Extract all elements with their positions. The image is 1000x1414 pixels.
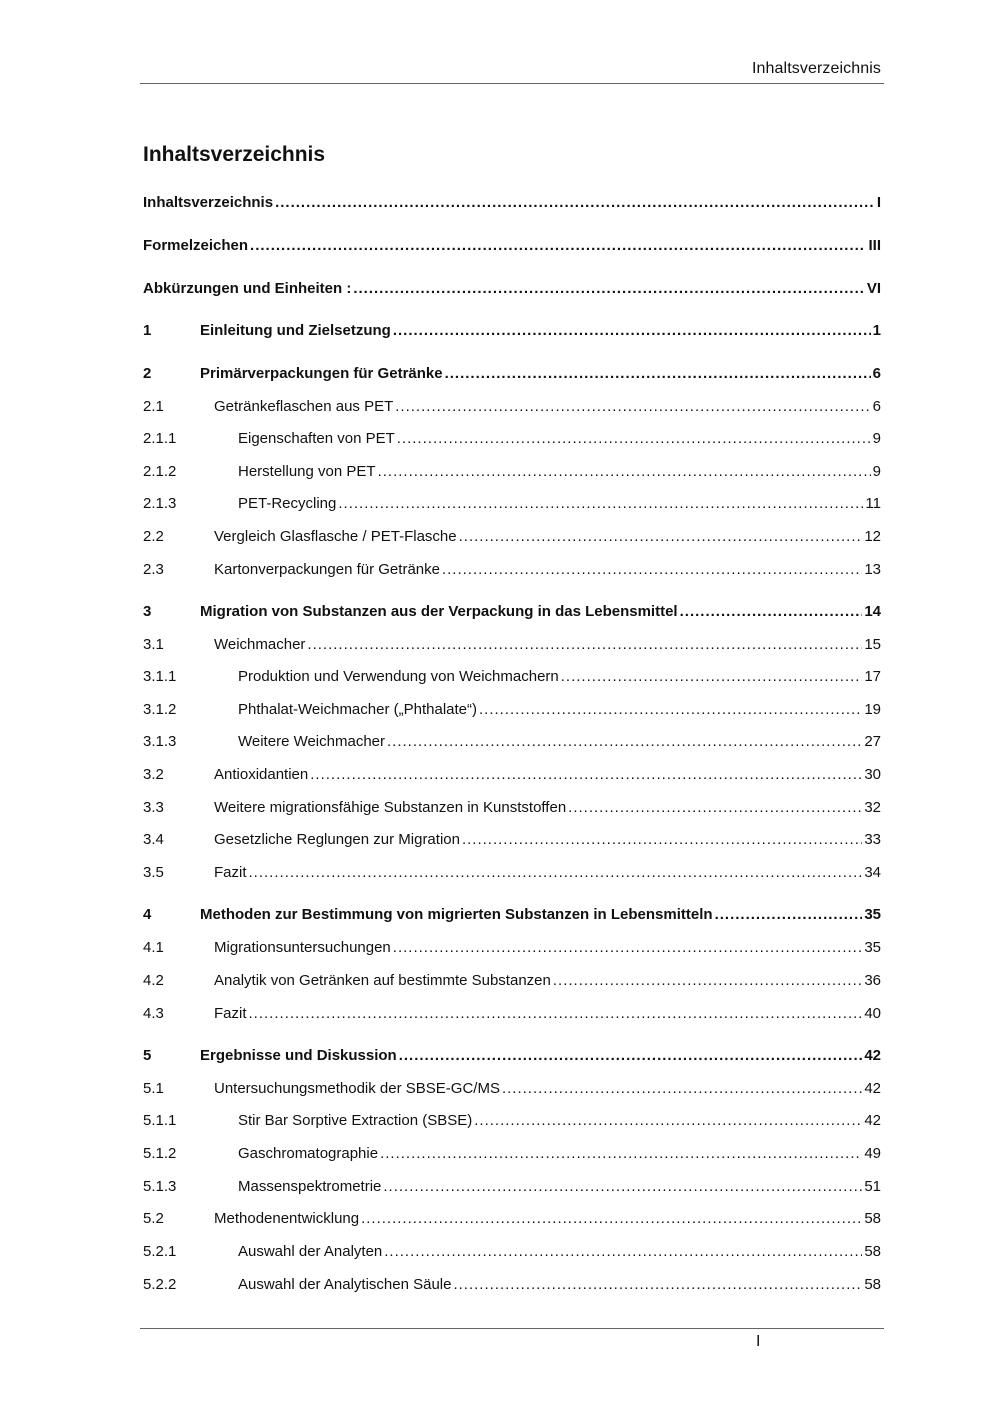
toc-entry-number: 5.2 [143,1210,164,1227]
page-number: I [756,1333,761,1350]
toc-entry-page: 12 [864,528,881,545]
toc-entry[interactable] [143,192,881,214]
toc-entry[interactable] [143,1208,881,1230]
toc-entry-number: 5.1 [143,1080,164,1097]
toc-entry-page: 33 [864,831,881,848]
toc-dot-leader [383,1176,862,1198]
toc-entry[interactable] [143,1003,881,1025]
toc-entry[interactable] [143,634,881,656]
toc-entry-number: 3.1.1 [143,668,177,685]
toc-entry-number: 4.2 [143,972,164,989]
toc-entry[interactable] [143,278,881,300]
toc-entry-page: 19 [864,701,881,718]
toc-dot-leader [249,1003,863,1025]
toc-entry-title: Abkürzungen und Einheiten : [143,280,352,297]
toc-dot-leader [310,764,862,786]
toc-dot-leader [715,904,863,926]
toc-entry-title: Weitere migrationsfähige Substanzen in Kunststoffen [214,799,567,816]
toc-entry[interactable] [143,428,881,450]
toc-entry-title: Phthalat-Weichmacher („Phthalate“) [238,701,477,718]
toc-entry-page: III [868,237,881,254]
toc-entry-page: I [876,194,881,211]
toc-entry-title: Formelzeichen [143,237,249,254]
toc-entry-title: Analytik von Getränken auf bestimmte Substanzen [214,972,551,989]
toc-entry-title: Fazit [214,864,247,881]
toc-entry-page: 30 [864,766,881,783]
toc-dot-leader [249,862,863,884]
toc-dot-leader [553,970,862,992]
toc-entry-number: 3.1.3 [143,733,177,750]
toc-entry-title: Methoden zur Bestimmung von migrierten Substanzen in Lebensmitteln [200,906,713,923]
toc-entry-number: 2.1 [143,398,164,415]
toc-dot-leader [561,666,863,688]
toc-entry-title: Migration von Substanzen aus der Verpackung in das Lebensmittel [200,603,678,620]
toc-entry[interactable] [143,526,881,548]
toc-entry-page: 32 [864,799,881,816]
toc-entry-number: 2.1.1 [143,430,177,447]
toc-entry-title: Weichmacher [214,636,306,653]
toc-entry-number: 4.1 [143,939,164,956]
toc-entry[interactable] [143,764,881,786]
toc-entry-title: Einleitung und Zielsetzung [200,322,391,339]
toc-entry-number: 2.1.2 [143,463,177,480]
toc-dot-leader [353,278,864,300]
toc-entry[interactable] [143,1045,881,1067]
toc-entry-title: Primärverpackungen für Getränke [200,365,443,382]
toc-dot-leader [474,1110,862,1132]
toc-dot-leader [459,526,863,548]
toc-entry[interactable] [143,699,881,721]
toc-entry-title: Getränkeflaschen aus PET [214,398,394,415]
toc-dot-leader [338,493,863,515]
toc-entry-title: Methodenentwicklung [214,1210,360,1227]
toc-entry-title: Gesetzliche Reglungen zur Migration [214,831,460,848]
toc-entry-page: 9 [872,430,881,447]
toc-dot-leader [399,1045,863,1067]
toc-entry-number: 2.3 [143,561,164,578]
toc-dot-leader [393,320,871,342]
toc-entry[interactable] [143,1176,881,1198]
toc-entry-number: 3.5 [143,864,164,881]
toc-entry[interactable] [143,1110,881,1132]
toc-entry-number: 1 [143,322,152,339]
toc-entry-number: 5.1.1 [143,1112,177,1129]
toc-entry-number: 2.1.3 [143,495,177,512]
toc-entry-number: 3 [143,603,152,620]
toc-dot-leader [568,797,862,819]
toc-entry[interactable] [143,601,881,623]
toc-entry-page: 11 [865,495,881,512]
toc-entry-number: 2 [143,365,152,382]
toc-entry-title: Produktion und Verwendung von Weichmachern [238,668,559,685]
toc-entry-number: 2.2 [143,528,164,545]
toc-entry[interactable] [143,1274,881,1296]
toc-entry[interactable] [143,1241,881,1263]
toc-entry-page: 58 [864,1276,881,1293]
toc-entry[interactable] [143,797,881,819]
toc-entry-page: 58 [864,1210,881,1227]
toc-entry-title: Vergleich Glasflasche / PET-Flasche [214,528,457,545]
toc-entry-number: 3.1.2 [143,701,177,718]
toc-entry-page: 6 [872,365,881,382]
toc-entry[interactable] [143,461,881,483]
toc-entry-number: 3.3 [143,799,164,816]
toc-dot-leader [387,731,862,753]
toc-entry-title: Ergebnisse und Diskussion [200,1047,397,1064]
toc-entry-page: 51 [864,1178,881,1195]
toc-entry[interactable] [143,862,881,884]
toc-entry-page: 42 [864,1112,881,1129]
toc-entry-title: Inhaltsverzeichnis [143,194,274,211]
toc-entry-number: 3.4 [143,831,164,848]
toc-dot-leader [462,829,862,851]
toc-entry[interactable] [143,829,881,851]
toc-entry-page: 42 [864,1080,881,1097]
toc-entry-page: 40 [864,1005,881,1022]
toc-entry[interactable] [143,1078,881,1100]
toc-dot-leader [250,235,866,257]
toc-entry-title: Kartonverpackungen für Getränke [214,561,440,578]
toc-entry-number: 5 [143,1047,152,1064]
toc-entry-page: 49 [864,1145,881,1162]
toc-entry[interactable] [143,493,881,515]
toc-entry[interactable] [143,363,881,385]
toc-dot-leader [393,937,863,959]
toc-entry-page: 35 [864,906,881,923]
running-header-title: Inhaltsverzeichnis [752,60,881,77]
toc-entry-page: 1 [872,322,881,339]
toc-entry[interactable] [143,970,881,992]
toc-entry-page: 9 [872,463,881,480]
toc-dot-leader [275,192,875,214]
toc-entry-title: Auswahl der Analytischen Säule [238,1276,452,1293]
toc-entry-title: Fazit [214,1005,247,1022]
toc-entry-page: 35 [864,939,881,956]
toc-entry-page: 14 [864,603,881,620]
toc-entry[interactable] [143,904,881,926]
toc-entry[interactable] [143,235,881,257]
toc-entry[interactable] [143,1143,881,1165]
toc-entry-page: 6 [872,398,881,415]
toc-dot-leader [479,699,862,721]
toc-dot-leader [307,634,862,656]
toc-dot-leader [453,1274,862,1296]
toc-entry-page: 13 [864,561,881,578]
toc-dot-leader [384,1241,862,1263]
toc-entry-page: VI [866,280,881,297]
toc-entry-page: 42 [864,1047,881,1064]
footer-rule [140,1328,884,1329]
toc-dot-leader [378,461,871,483]
toc-dot-leader [395,396,870,418]
toc-entry-page: 17 [864,668,881,685]
toc-entry-page: 27 [864,733,881,750]
page-title: Inhaltsverzeichnis [143,143,326,166]
toc-entry[interactable] [143,396,881,418]
toc-entry-number: 4.3 [143,1005,164,1022]
toc-entry[interactable] [143,731,881,753]
toc-entry-number: 5.1.2 [143,1145,177,1162]
toc-dot-leader [397,428,871,450]
toc-entry-page: 34 [864,864,881,881]
toc-entry-title: Migrationsuntersuchungen [214,939,391,956]
toc-entry-title: Auswahl der Analyten [238,1243,383,1260]
toc-entry-page: 15 [864,636,881,653]
toc-dot-leader [380,1143,862,1165]
toc-dot-leader [361,1208,862,1230]
toc-entry[interactable] [143,320,881,342]
toc-entry-number: 5.2.1 [143,1243,177,1260]
toc-entry-page: 36 [864,972,881,989]
toc-entry-title: Untersuchungsmethodik der SBSE-GC/MS [214,1080,500,1097]
toc-entry-number: 4 [143,906,152,923]
toc-entry-number: 3.1 [143,636,164,653]
toc-entry-title: Gaschromatographie [238,1145,379,1162]
toc-dot-leader [445,363,871,385]
toc-entry-number: 5.1.3 [143,1178,177,1195]
toc-entry-page: 58 [864,1243,881,1260]
toc-entry-title: Massenspektrometrie [238,1178,382,1195]
toc-entry[interactable] [143,666,881,688]
toc-entry-title: PET-Recycling [238,495,337,512]
toc-entry[interactable] [143,559,881,581]
toc-dot-leader [442,559,862,581]
toc-entry-number: 3.2 [143,766,164,783]
toc-entry[interactable] [143,937,881,959]
toc-entry-title: Stir Bar Sorptive Extraction (SBSE) [238,1112,473,1129]
toc-entry-title: Weitere Weichmacher [238,733,385,750]
toc-dot-leader [502,1078,862,1100]
toc-entry-title: Eigenschaften von PET [238,430,395,447]
toc-dot-leader [680,601,863,623]
toc-entry-title: Herstellung von PET [238,463,376,480]
toc-entry-number: 5.2.2 [143,1276,177,1293]
toc-entry-title: Antioxidantien [214,766,309,783]
